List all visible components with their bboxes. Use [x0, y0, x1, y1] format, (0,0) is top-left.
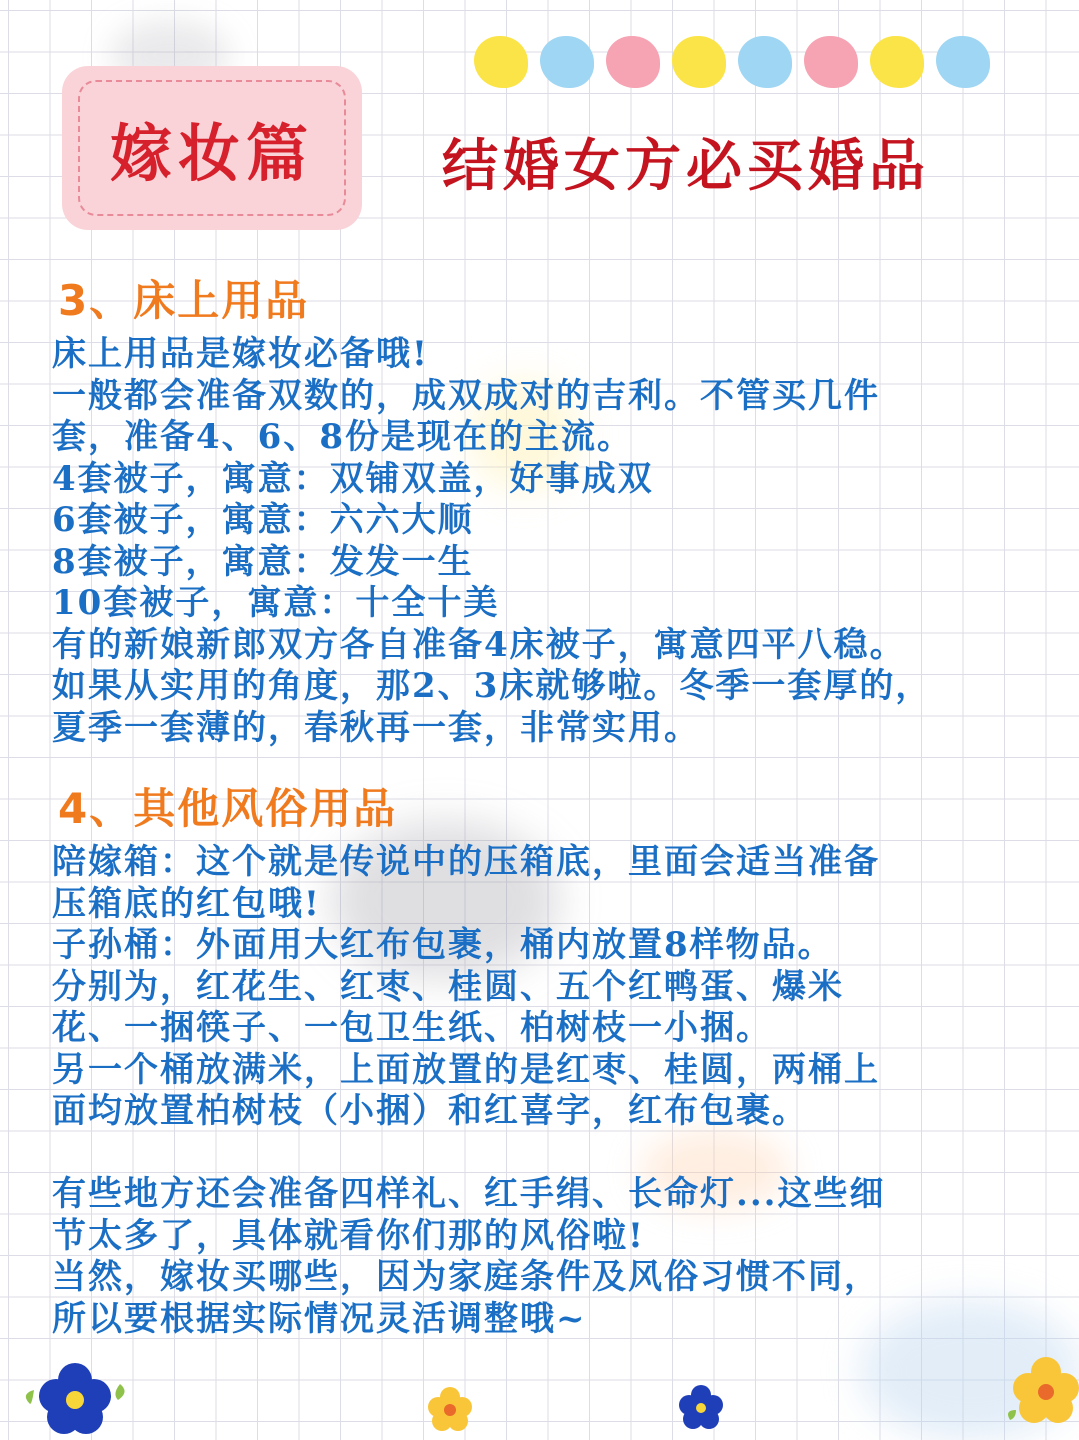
body-line: 夏季一套薄的，春秋再一套，非常实用。	[52, 707, 700, 748]
category-tag-frame	[78, 80, 346, 216]
body-line: 有的新娘新郎双方各自准备4床被子，寓意四平八稳。	[52, 624, 906, 665]
body-line: 当然，嫁妆买哪些，因为家庭条件及风俗习惯不同，	[52, 1257, 880, 1297]
body-line: 花、一捆筷子、一包卫生纸、柏树枝一小捆。	[52, 1008, 772, 1048]
section-body-customs	[52, 842, 1042, 1340]
section-heading-bedding: 3、床上用品	[58, 276, 310, 325]
body-line: 节太多了，具体就看你们那的风俗啦!	[52, 1215, 645, 1256]
flower-icon-blue-left	[20, 1360, 130, 1436]
body-line: 4套被子，寓意：双铺双盖，好事成双	[52, 458, 654, 499]
section-heading-customs: 4、其他风俗用品	[58, 784, 398, 833]
flower-icon-blue-small	[676, 1384, 726, 1432]
page-title: 结婚女方必买婚品	[442, 134, 930, 199]
body-line: 压箱底的红包哦!	[52, 883, 321, 924]
decor-dot-yellow	[474, 36, 528, 88]
body-line: 子孙桶：外面用大红布包裹，桶内放置8样物品。	[52, 925, 834, 965]
flower-icon-yellow-small	[424, 1386, 476, 1434]
paragraph-gap	[52, 1133, 1042, 1175]
decor-dot-blue	[540, 36, 594, 88]
decor-dot-yellow	[672, 36, 726, 88]
decor-dots-row	[474, 36, 994, 92]
category-tag	[62, 66, 362, 230]
decor-dot-pink	[606, 36, 660, 88]
body-line: 床上用品是嫁妆必备哦!	[52, 334, 429, 374]
decor-dot-pink	[804, 36, 858, 88]
decor-dot-blue	[936, 36, 990, 88]
body-line: 套，准备4、6、8份是现在的主流。	[52, 417, 633, 457]
body-line: 6套被子，寓意：六六大顺	[52, 500, 474, 540]
body-line: 分别为，红花生、红枣、桂圆、五个红鸭蛋、爆米	[52, 966, 844, 1007]
body-line: 面均放置柏树枝（小捆）和红喜字，红布包裹。	[52, 1091, 808, 1131]
decor-dot-blue	[738, 36, 792, 88]
body-line: 另一个桶放满米，上面放置的是红枣、桂圆，两桶上	[52, 1049, 880, 1090]
section-body-bedding	[52, 334, 1042, 749]
decor-dot-yellow	[870, 36, 924, 88]
body-line: 有些地方还会准备四样礼、红手绢、长命灯...这些细	[52, 1174, 886, 1214]
body-line: 陪嫁箱：这个就是传说中的压箱底，里面会适当准备	[52, 842, 880, 882]
category-tag-label: 嫁妆篇	[109, 116, 314, 190]
body-line: 10套被子，寓意：十全十美	[52, 583, 500, 623]
body-line: 8套被子，寓意：发发一生	[52, 541, 474, 582]
body-line: 所以要根据实际情况灵活调整哦~	[52, 1298, 587, 1339]
body-line: 如果从实用的角度，那2、3床就够啦。冬季一套厚的，	[52, 666, 932, 706]
flower-icon-yellow-right	[1004, 1356, 1079, 1432]
body-line: 一般都会准备双数的，成双成对的吉利。不管买几件	[52, 375, 880, 416]
